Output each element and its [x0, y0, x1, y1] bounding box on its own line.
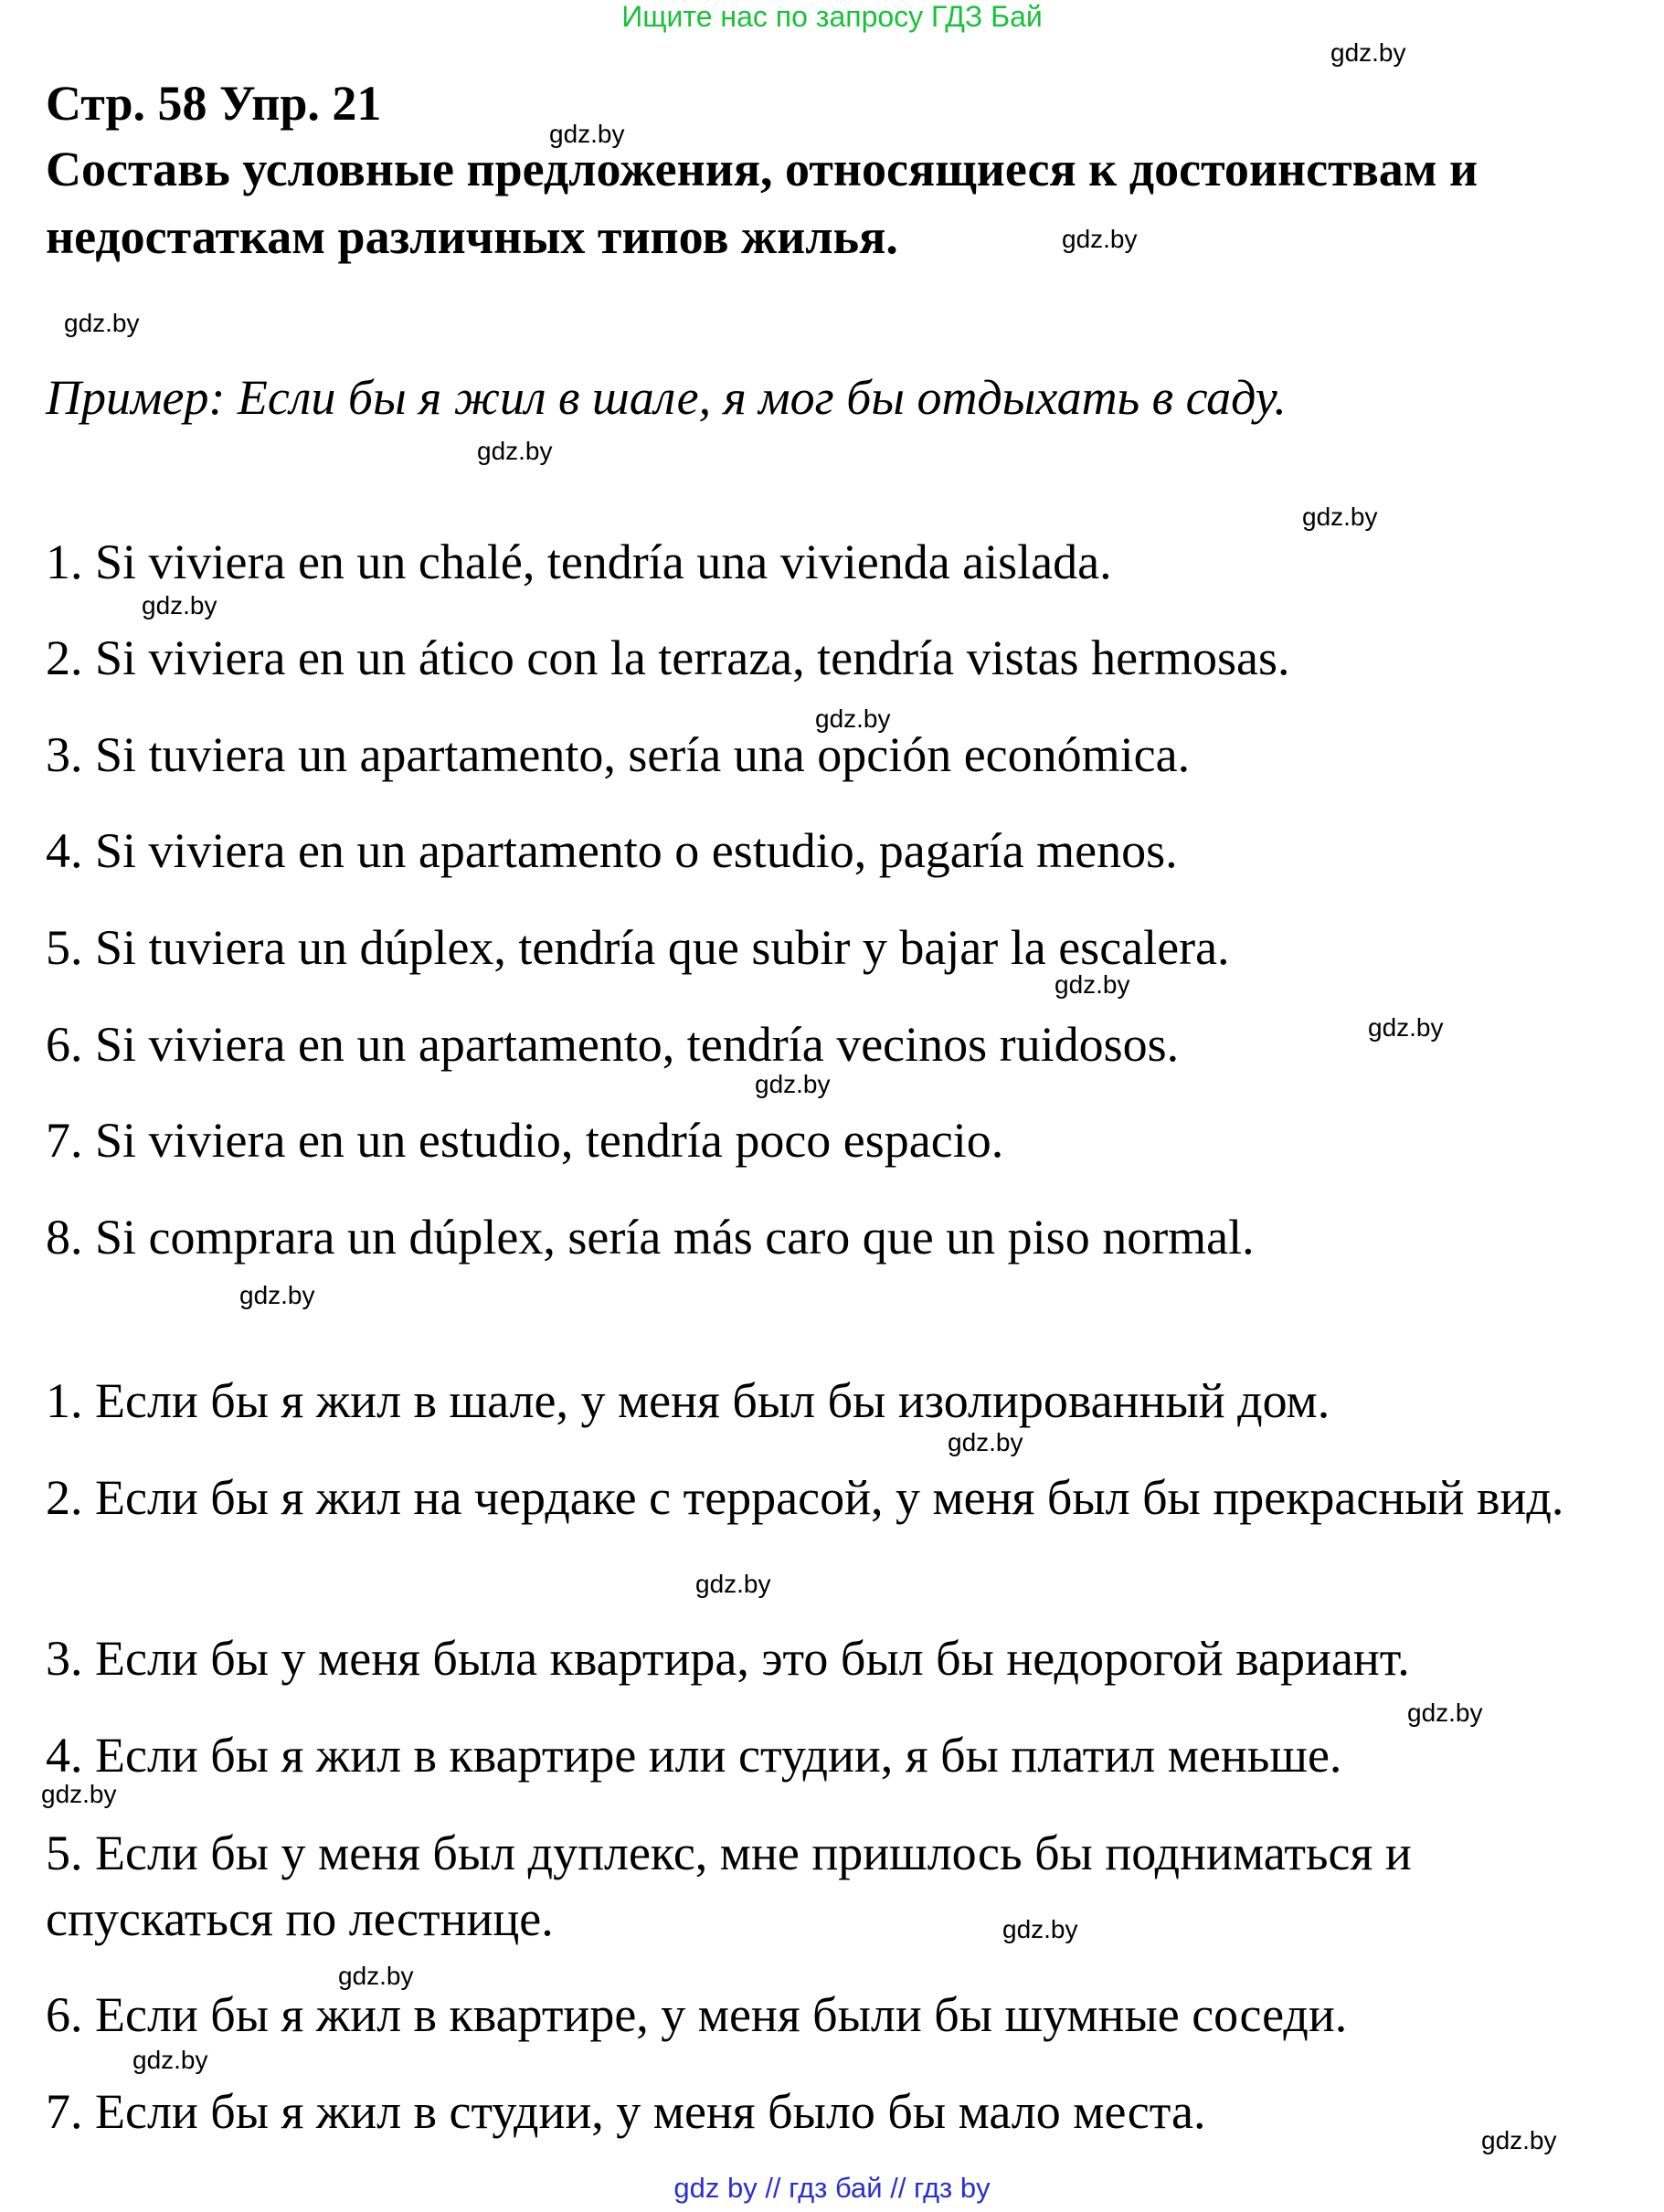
- watermark: gdz.by: [1302, 503, 1378, 531]
- watermark: gdz.by: [338, 1962, 414, 1990]
- russian-sentence-1: 1. Если бы я жил в шале, у меня был бы изолированный дом.: [46, 1373, 1330, 1428]
- watermark: gdz.by: [132, 2046, 208, 2074]
- spanish-sentence-7: 7. Si viviera en un estudio, tendría poco espacio.: [46, 1113, 1004, 1168]
- watermark: gdz.by: [815, 704, 891, 733]
- watermark: gdz.by: [1062, 225, 1138, 253]
- watermark: gdz.by: [142, 591, 217, 619]
- watermark: gdz.by: [239, 1281, 315, 1309]
- spanish-sentence-3: 3. Si tuviera un apartamento, sería una opción económica.: [46, 727, 1191, 782]
- spanish-sentence-4: 4. Si viviera en un apartamento o estudio, pagaría menos.: [46, 823, 1178, 878]
- example-sentence: Пример: Если бы я жил в шале, я мог бы отдыхать в саду.: [46, 370, 1287, 425]
- watermark: gdz.by: [1407, 1699, 1483, 1727]
- russian-sentence-5: 5. Если бы у меня был дуплекс, мне пришлось бы подниматься и спускаться по лестнице.: [46, 1826, 1412, 1946]
- russian-sentence-6: 6. Если бы я жил в квартире, у меня были бы шумные соседи.: [46, 1987, 1348, 2042]
- watermark: gdz.by: [1002, 1915, 1078, 1943]
- footer-links: gdz by // гдз бай // гдз by: [673, 2172, 991, 2204]
- spanish-sentence-6: 6. Si viviera en un apartamento, tendría vecinos ruidosos.: [46, 1017, 1180, 1072]
- watermark: gdz.by: [1368, 1013, 1444, 1042]
- spanish-sentence-8: 8. Si comprara un dúplex, sería más caro que un piso normal.: [46, 1210, 1255, 1265]
- russian-sentence-7: 7. Если бы я жил в студии, у меня было бы мало места.: [46, 2084, 1206, 2139]
- russian-sentence-4: 4. Если бы я жил в квартире или студии, я бы платил меньше.: [46, 1728, 1342, 1783]
- search-banner: Ищите нас по запросу ГДЗ Бай: [621, 0, 1043, 33]
- spanish-sentence-5: 5. Si tuviera un dúplex, tendría que subir y bajar la escalera.: [46, 920, 1230, 975]
- spanish-sentence-1: 1. Si viviera en un chalé, tendría una vivienda aislada.: [46, 534, 1112, 589]
- watermark: gdz.by: [948, 1428, 1023, 1456]
- russian-sentence-3: 3. Если бы у меня была квартира, это был бы недорогой вариант.: [46, 1631, 1410, 1686]
- page-title: Стр. 58 Упр. 21: [46, 76, 382, 131]
- russian-sentence-2: 2. Если бы я жил на чердаке с террасой, у меня был бы прекрасный вид.: [46, 1470, 1564, 1525]
- watermark: gdz.by: [549, 120, 625, 148]
- watermark: gdz.by: [41, 1780, 117, 1808]
- task-instruction: Составь условные предложения, относящиеся к достоинствам и недостаткам различных типов жилья.: [46, 142, 1479, 264]
- spanish-sentence-2: 2. Si viviera en un ático con la terraza, tendría vistas hermosas.: [46, 630, 1290, 685]
- watermark: gdz.by: [1055, 970, 1130, 999]
- watermark: gdz.by: [64, 309, 140, 337]
- watermark: gdz.by: [695, 1570, 771, 1598]
- watermark: gdz.by: [1481, 2126, 1557, 2154]
- watermark: gdz.by: [755, 1070, 831, 1098]
- watermark: gdz.by: [1330, 38, 1406, 67]
- watermark: gdz.by: [477, 437, 553, 465]
